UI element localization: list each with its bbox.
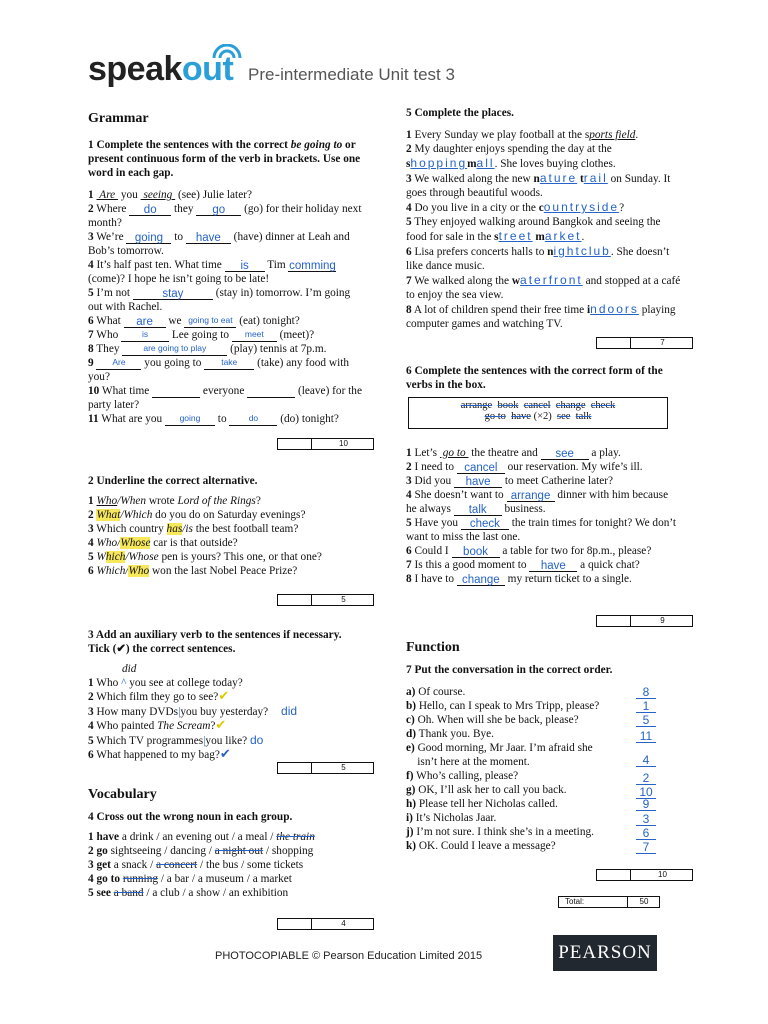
grammar-title: Grammar: [88, 111, 149, 126]
q1-item: 4 It’s half past ten. What time is Tim comming (come)? I hope he isn’t going to be late!: [88, 259, 336, 285]
q5-instructions: 5 Complete the places.: [406, 107, 514, 119]
function-section: Function 7 Put the conversation in the correct order. a) Of course. b) Hello, can I speak to Mrs Tripp, please? c) Oh. When will she be back, please? d) Thank you. Bye. e) Good morning, Mr Jaar. I’m afraid she isn’t here at the moment. f) Who’s calling, please? g) OK, I’ll ask her to call you back. h) Please tell her Nicholas called. i) It’s Nicholas Jaar. j) I’m not sure. I think she’s in a meeting. k) OK. Could I leave a message?: [406, 641, 681, 853]
q2-item: 6 Which/Who won the last Nobel Peace Prize?: [88, 565, 298, 577]
q2-item: 4 Who/Whose car is that outside?: [88, 537, 238, 549]
q1-score-box: 10: [277, 438, 374, 450]
q1-item: 7 Who is Lee going to meet (meet)?: [88, 329, 315, 341]
q6-section: [406, 364, 681, 398]
q6-items: 1 Let’s go to the theatre and see a play. 2 I need to cancel our reservation. My wife’s ill. 3 Did you have to meet Catherine later? 4 She doesn’t want to arrange dinner with him because he always talk business. 5 Have you check the train times for tonight? We don’t want to miss the last one. 6 Could I book a table for two for 8p.m., please? 7 Is this a good moment to have a quick chat? 8 I have to change my return ticket to a single.: [406, 447, 677, 586]
logo-signal-icon: [210, 44, 244, 60]
q2-section: [88, 474, 363, 578]
q2-item: 2 What/Which do you do on Saturday evenings?: [88, 509, 306, 521]
pearson-logo: PEARSON: [553, 935, 657, 971]
q1-item: 1 Are you seeing (see) Julie later?: [88, 189, 252, 201]
function-title: Function: [406, 640, 460, 655]
logo-speak: speak: [88, 50, 182, 88]
q1-item: 3 We’re going to have (have) dinner at Leah and Bob’s tomorrow.: [88, 231, 350, 257]
total-score-box: Total: 50: [558, 896, 660, 908]
q1-item: 6 What are we going to eat (eat) tonight?: [88, 315, 300, 328]
q1-item: 10 What time everyone (leave) for the party later?: [88, 385, 362, 411]
q5-score-box: 7: [596, 337, 693, 349]
q1-item: 5 I’m not stay (stay in) tomorrow. I’m going out with Rachel.: [88, 287, 351, 313]
q6-score-box: 9: [596, 615, 693, 627]
q1-item: 11 What are you going to do (do) tonight?: [88, 413, 339, 425]
vocabulary-title: Vocabulary: [88, 787, 157, 802]
q1-item: 8 They are going to play (play) tennis at 7p.m.: [88, 343, 327, 355]
verb-box: arrange book cancel change check go to have (×2) see talk: [408, 397, 668, 429]
q7-score-box: 10: [596, 869, 693, 881]
footer-copyright: PHOTOCOPIABLE © Pearson Education Limited 2015: [215, 950, 483, 962]
q7-instructions: 7 Put the conversation in the correct order.: [406, 664, 613, 676]
logo-out: out: [181, 50, 234, 88]
q2-item: 5 Which/Whose pen is yours? This one, or that one?: [88, 551, 322, 563]
q3-instructions: 3 Add an auxiliary verb to the sentences if necessary. Tick (✔) the correct sentences.: [88, 629, 342, 655]
q1-item: 9 Are you going to take (take) any food with you?: [88, 357, 349, 383]
left-column: [88, 112, 363, 426]
vocab-section: Vocabulary 4 Cross out the wrong noun in each group. 1 have a drink / an evening out / a meal / the train 2 go sightseeing / dancing / a night out / shopping 3 get a snack / a concert / the bus / some tickets 4 go to running / a bar / a museum / a market 5 see a band / a club / a show / an exhibition: [88, 788, 363, 900]
page-subtitle: Pre-intermediate Unit test 3: [248, 65, 455, 84]
q2-item: 1 Who/When wrote Lord of the Rings?: [88, 495, 261, 507]
q3-score-box: 5: [277, 762, 374, 774]
q2-item: 3 Which country has/is the best football team?: [88, 523, 299, 535]
q2-score-box: 5: [277, 594, 374, 606]
q5-section: 5 Complete the places. 1 Every Sunday we play football at the sports field. 2 My daughter enjoys spending the day at the shoppingmall. She loves buying clothes. 3 We walked along the new nature trail on Sunday. It goes through beautiful woods. 4 Do you live in a city or the countryside? 5 They enjoyed walking around Bangkok and seeing the food for sale in the street market. 6 Lisa prefers concerts halls to nightclub. She doesn’t like dance music. 7 We walked along the waterfront and stopped at a café to enjoy the sea view. 8 A lot of children spend their free time indoors playing computer games and watching TV.: [406, 107, 681, 330]
q2-instructions: 2 Underline the correct alternative.: [88, 475, 258, 487]
q4-score-box: 4: [277, 918, 374, 930]
speakout-logo: [88, 50, 233, 90]
q6-instructions: 6 Complete the sentences with the correct form of the verbs in the box.: [406, 365, 663, 391]
q3-section: 3 Add an auxiliary verb to the sentences if necessary. Tick (✔) the correct sentences. did 1 Who ^ you see at college today? 2 Which film they go to see?✔ 3 How many DVDs|you buy yesterday? did 4 Who painted The Scream?✔ 5 Which TV programmes|you like? do 6 What happened to my bag?✔: [88, 628, 363, 762]
q1-item: 2 Where do they go (go) for their holiday next month?: [88, 203, 362, 229]
q1-instructions: 1 Complete the sentences with the correct be going to or present continuous form of the verb in brackets. Use one word in each gap.: [88, 139, 361, 179]
q4-instructions: 4 Cross out the wrong noun in each group.: [88, 811, 293, 823]
